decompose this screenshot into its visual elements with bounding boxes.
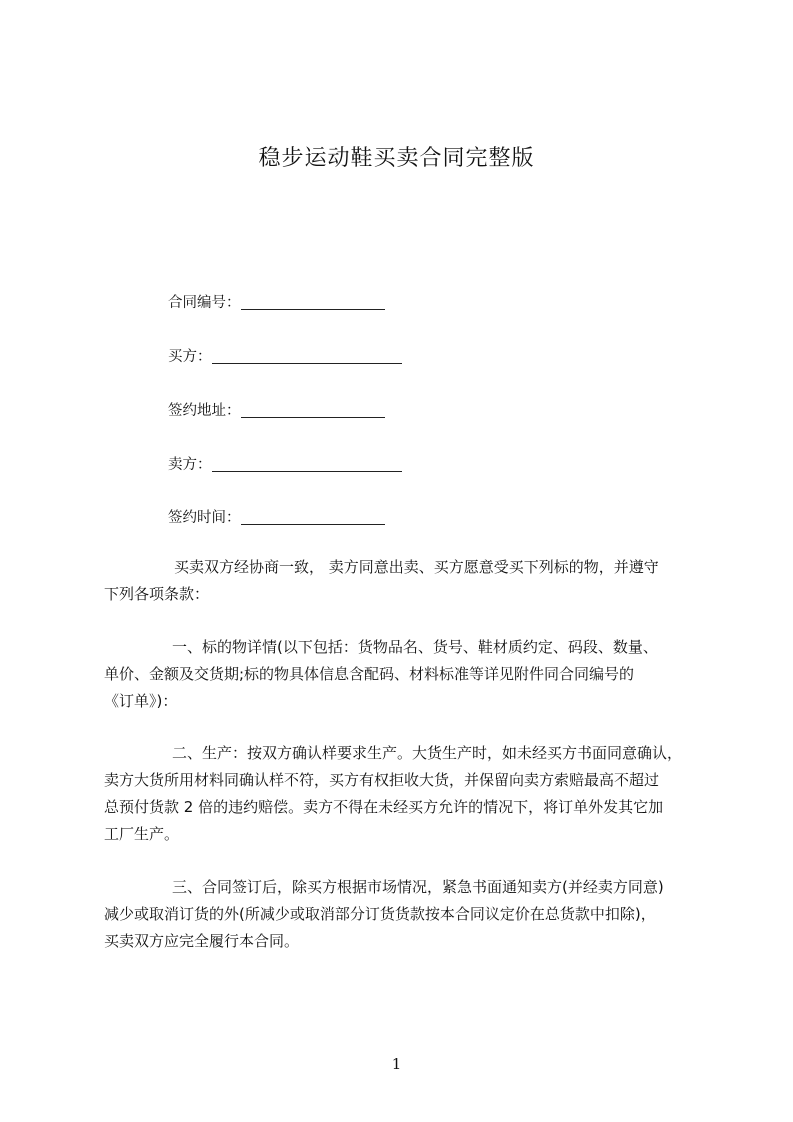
clause-3-paragraph — [104, 874, 704, 955]
seller-blank — [212, 457, 402, 472]
intro-paragraph — [104, 554, 704, 608]
signing-time-label: 签约时间： — [168, 510, 241, 526]
signing-time-blank — [241, 510, 385, 525]
clause-1-paragraph — [104, 634, 704, 715]
paragraph-line: 买卖双方经协商一致， 卖方同意出卖、买方愿意受买下列标的物，并遵守 — [174, 558, 659, 576]
clause-2-paragraph — [104, 740, 704, 848]
document-title: 稳步运动鞋买卖合同完整版 — [258, 146, 535, 171]
paragraph-line: 工厂生产。 — [104, 825, 180, 843]
buyer-label: 买方： — [168, 349, 212, 365]
paragraph-line: 三、合同签订后，除买方根据市场情况，紧急书面通知卖方(并经卖方同意) — [172, 878, 664, 896]
paragraph-line: 减少或取消订货的外(所减少或取消部分订货货款按本合同议定价在总货款中扣除)， — [104, 905, 656, 923]
signing-address-label: 签约地址： — [168, 403, 241, 419]
buyer-blank — [212, 349, 402, 364]
buyer-field — [168, 345, 402, 366]
paragraph-line: 卖方大货所用材料同确认样不符，买方有权拒收大货，并保留向卖方索赔最高不超过 — [104, 771, 660, 789]
contract-number-field — [168, 291, 385, 312]
signing-time-field — [168, 506, 385, 527]
paragraph-line: 下列各项条款： — [104, 585, 210, 603]
paragraph-line: 《订单》)： — [104, 692, 178, 710]
paragraph-line: 单价、金额及交货期;标的物具体信息含配码、材料标准等详见附件同合同编号的 — [104, 665, 635, 683]
paragraph-line: 二、生产：按双方确认样要求生产。大货生产时，如未经买方书面同意确认， — [172, 744, 683, 762]
contract-number-label: 合同编号： — [168, 295, 241, 311]
paragraph-line: 总预付货款 2 倍的违约赔偿。卖方不得在未经买方允许的情况下，将订单外发其它加 — [104, 798, 664, 816]
paragraph-line: 买卖双方应完全履行本合同。 — [104, 932, 300, 950]
seller-label: 卖方： — [168, 457, 212, 473]
seller-field — [168, 453, 402, 474]
signing-address-blank — [241, 403, 385, 418]
paragraph-line: 一、标的物详情(以下包括：货物品名、货号、鞋材质约定、码段、数量、 — [172, 638, 658, 656]
signing-address-field — [168, 399, 385, 420]
contract-number-blank — [241, 295, 385, 310]
page-number: 1 — [391, 1055, 402, 1073]
